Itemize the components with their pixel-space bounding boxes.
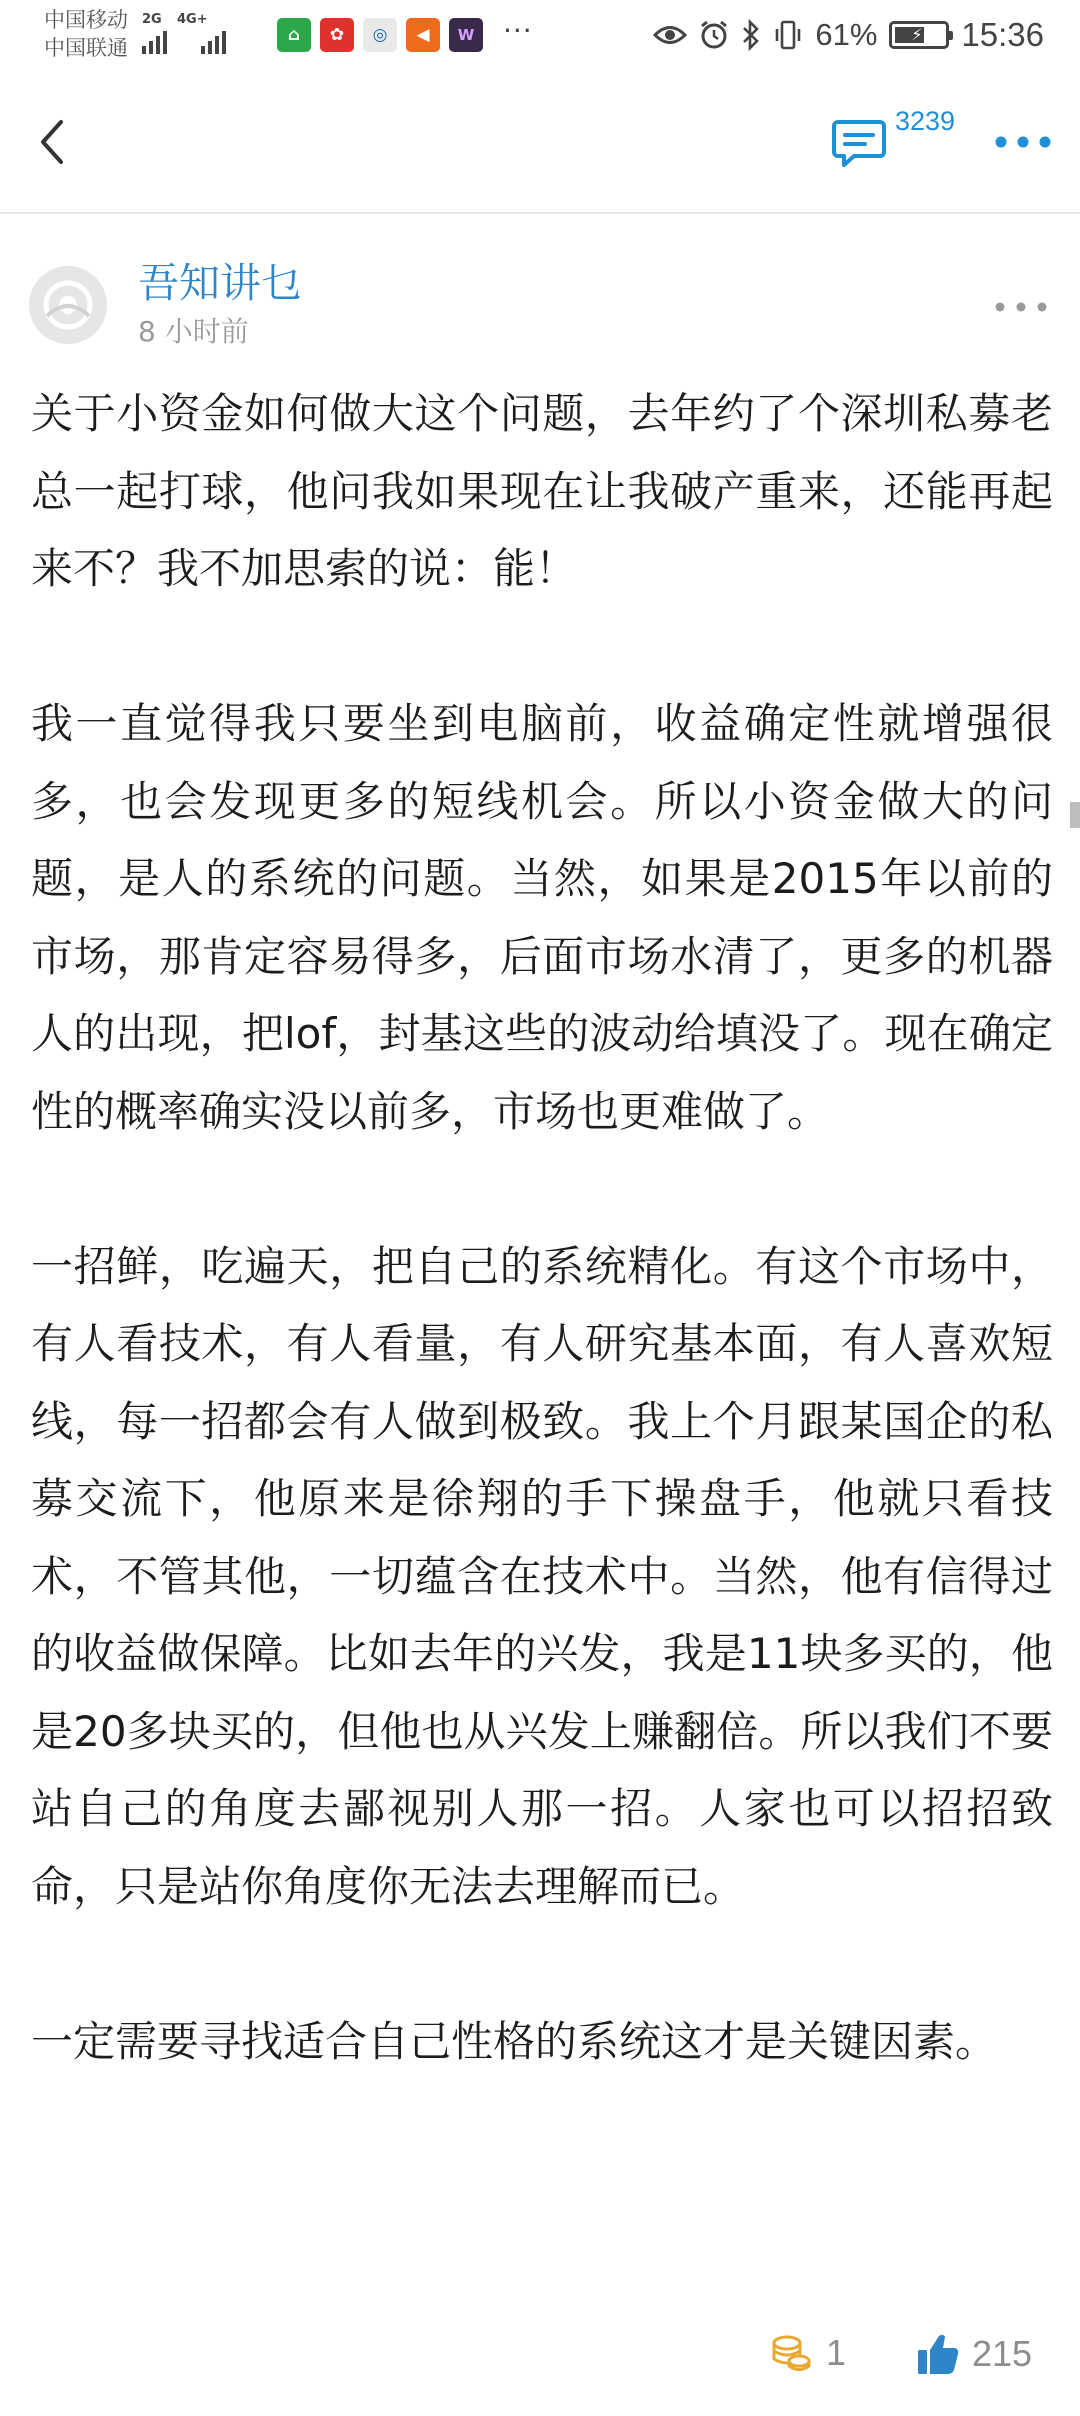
more-dots-icon [995,136,1051,148]
notification-app-icons [277,18,483,52]
default-avatar-icon [29,266,107,344]
browser-app-icon: ◎ [363,18,397,52]
red-app-icon: ✿ [320,18,354,52]
battery-icon: ⚡ [889,21,949,49]
signal-2-tag: 4G+ [177,12,208,27]
signal-1-tag: 2G [142,12,162,27]
orange-app-icon: ◀ [406,18,440,52]
vibrate-icon [773,19,803,51]
status-bar [0,0,1080,70]
post-time: 8 小时前 [138,315,249,348]
post-more-button[interactable] [990,290,1052,324]
comments-button[interactable] [832,108,972,178]
alarm-icon [699,19,729,51]
carrier-1: 中国移动 [44,8,128,32]
w-app-icon: W [449,18,483,52]
coins-icon [770,2333,812,2373]
comment-icon [832,118,886,168]
post-footer [0,2330,1080,2410]
like-button[interactable] [916,2332,1032,2376]
scrollbar-thumb[interactable] [1070,802,1080,828]
home-app-icon: ⌂ [277,18,311,52]
signal-indicators [142,14,226,54]
post-header [0,214,1080,364]
like-count: 215 [972,2333,1033,2374]
avatar[interactable] [29,266,107,344]
post-paragraph: 关于小资金如何做大这个问题，去年约了个深圳私募老总一起打球，他问我如果现在让我破产重来，还能再起来不？我不加思索的说：能！ [31,389,1053,593]
clock: 15:36 [961,16,1044,53]
author-name[interactable]: 吾知讲乜 [138,259,302,307]
carrier-info [44,6,128,62]
eye-icon [653,22,687,48]
more-dots-icon [995,302,1047,312]
more-options-button[interactable] [988,118,1058,166]
post-paragraph: 一招鲜，吃遍天，把自己的系统精化。有这个市场中，有人看技术，有人看量，有人研究基本面，有人喜欢短线，每一招都会有人做到极致。我上个月跟某国企的私募交流下，他原来是徐翔的手下操盘手，他就只看技术，不管其他，一切蕴含在技术中。当然，他有信得过的收益做保障。比如去年的兴发，我是11块多买的，他是20多块买的，但他也从兴发上赚翻倍。所以我们不要站自己的角度去鄙视别人那一招。人家也可以招招致命，只是站你角度你无法去理解而已。 [31,1241,1053,1911]
system-status [653,16,1044,54]
carrier-2: 中国联通 [44,36,128,60]
post-paragraph: 一定需要寻找适合自己性格的系统这才是关键因素。 [31,2016,998,2066]
reward-count: 1 [826,2332,847,2373]
comment-count: 3239 [895,106,956,136]
post-body [31,375,1053,2080]
more-notifications-icon: ··· [503,14,533,47]
post-paragraph: 我一直觉得我只要坐到电脑前，收益确定性就增强很多，也会发现更多的短线机会。所以小资金做大的问题，是人的系统的问题。当然，如果是2015年以前的市场，那肯定容易得多，后面市场水清了，更多的机器人的出现，把lof，封基这些的波动给填没了。现在确定性的概率确实没以前多，市场也更难做了。 [31,699,1053,1136]
back-button[interactable] [22,110,82,174]
top-nav-bar [0,70,1080,214]
reward-button[interactable] [770,2332,846,2374]
signal-1-icon [142,14,167,54]
chevron-left-icon [37,118,67,166]
battery-percent: 61% [815,17,878,52]
signal-2-icon [177,14,226,54]
bluetooth-icon [741,19,761,51]
thumbs-up-icon [916,2332,960,2376]
